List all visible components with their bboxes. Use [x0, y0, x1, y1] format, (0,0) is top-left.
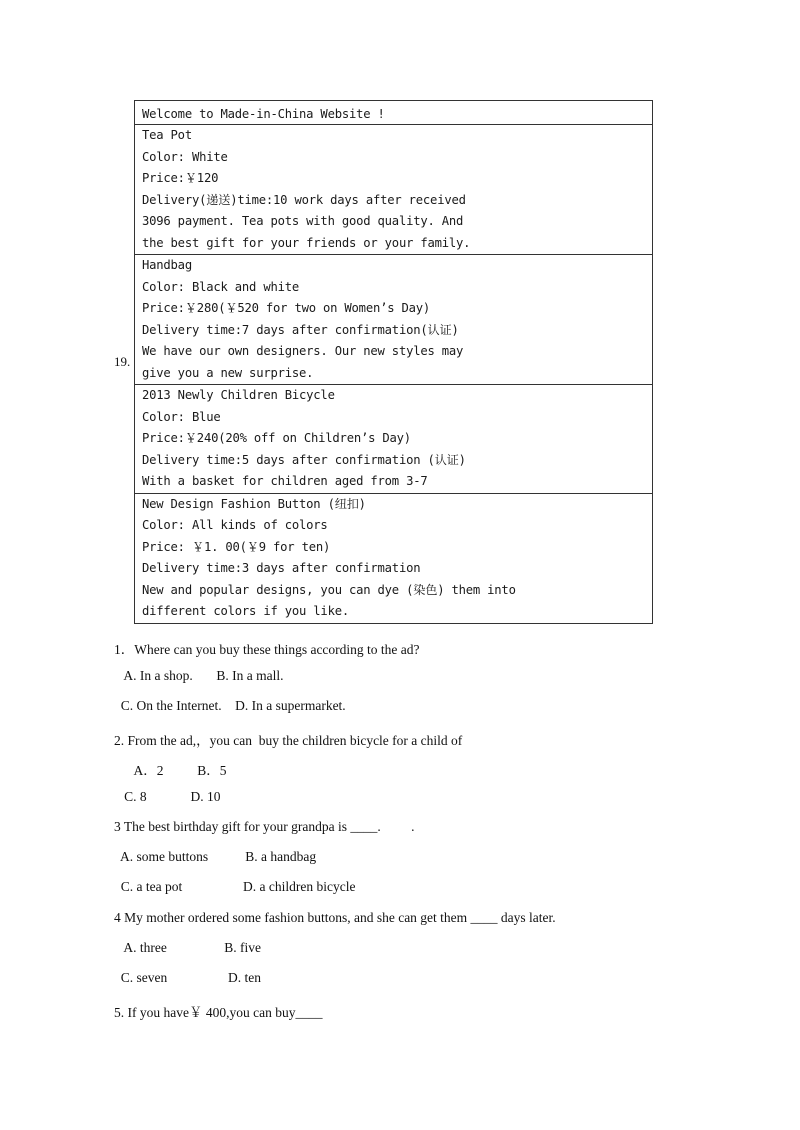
ad-line: With a basket for children aged from 3-7 — [142, 474, 428, 488]
ad-line: give you a new surprise. — [142, 365, 314, 380]
ad-line: Tea Pot — [142, 128, 192, 142]
question-4-options-ab: A. three B. five — [114, 940, 261, 955]
ad-line: Delivery time:7 days after confirmation(认证) — [142, 322, 459, 337]
question-2-options-ab: A．2 B．5 — [114, 763, 227, 778]
question-5: 5. If you have￥ 400,you can buy____ — [114, 1005, 323, 1020]
ad-line: Color: White — [142, 149, 228, 164]
ad-line: Delivery time:3 days after confirmation — [142, 561, 421, 575]
ad-line: Price: ￥1. 00(￥9 for ten) — [142, 539, 331, 554]
ad-header: Welcome to Made-in-China Website ! — [142, 107, 385, 121]
question-number: 19. — [114, 354, 131, 369]
ad-item-handbag — [135, 254, 652, 384]
question-4: 4 My mother ordered some fashion buttons, and she can get them ____ days later. — [114, 910, 556, 925]
ad-item-tea-pot — [135, 124, 652, 254]
question-1: 1．Where can you buy these things according to the ad? — [114, 642, 420, 657]
ad-line: 3096 payment. Tea pots with good quality. And — [142, 214, 464, 228]
ad-table — [134, 100, 653, 624]
ad-line: Delivery(递送)time:10 work days after received — [142, 192, 466, 207]
ad-header-row — [135, 101, 652, 124]
ad-line: 2013 Newly Children Bicycle — [142, 388, 335, 402]
question-2-options-cd: C. 8 D. 10 — [114, 789, 221, 804]
ad-line: Color: All kinds of colors — [142, 518, 328, 532]
question-3-options-ab: A. some buttons B. a handbag — [114, 849, 317, 864]
question-2: 2. From the ad,，you can buy the children bicycle for a child of — [114, 733, 463, 748]
ad-item-bicycle — [135, 384, 652, 493]
ad-line: We have our own designers. Our new styles may — [142, 344, 464, 358]
ad-line: New and popular designs, you can dye (染色) them into — [142, 582, 516, 597]
question-1-options-ab: A. In a shop. B. In a mall. — [114, 668, 284, 683]
ad-line: Handbag — [142, 258, 192, 272]
question-4-options-cd: C. seven D. ten — [114, 970, 261, 985]
ad-line: Price:￥120 — [142, 171, 219, 185]
ad-item-button — [135, 493, 652, 623]
question-1-options-cd: C. On the Internet. D. In a supermarket. — [114, 698, 346, 713]
ad-line: Price:￥280(￥520 for two on Women’s Day) — [142, 301, 431, 315]
ad-line: Price:￥240(20% off on Children’s Day) — [142, 431, 411, 445]
question-3: 3 The best birthday gift for your grandpa is ____. . — [114, 819, 415, 834]
ad-line: Delivery time:5 days after confirmation (认证) — [142, 452, 466, 467]
question-3-options-cd: C. a tea pot D. a children bicycle — [114, 879, 356, 894]
ad-line: different colors if you like. — [142, 604, 349, 618]
ad-line: the best gift for your friends or your family. — [142, 235, 471, 250]
ad-line: Color: Blue — [142, 409, 221, 424]
ad-line: Color: Black and white — [142, 279, 300, 294]
ad-line: New Design Fashion Button (纽扣) — [142, 496, 366, 511]
